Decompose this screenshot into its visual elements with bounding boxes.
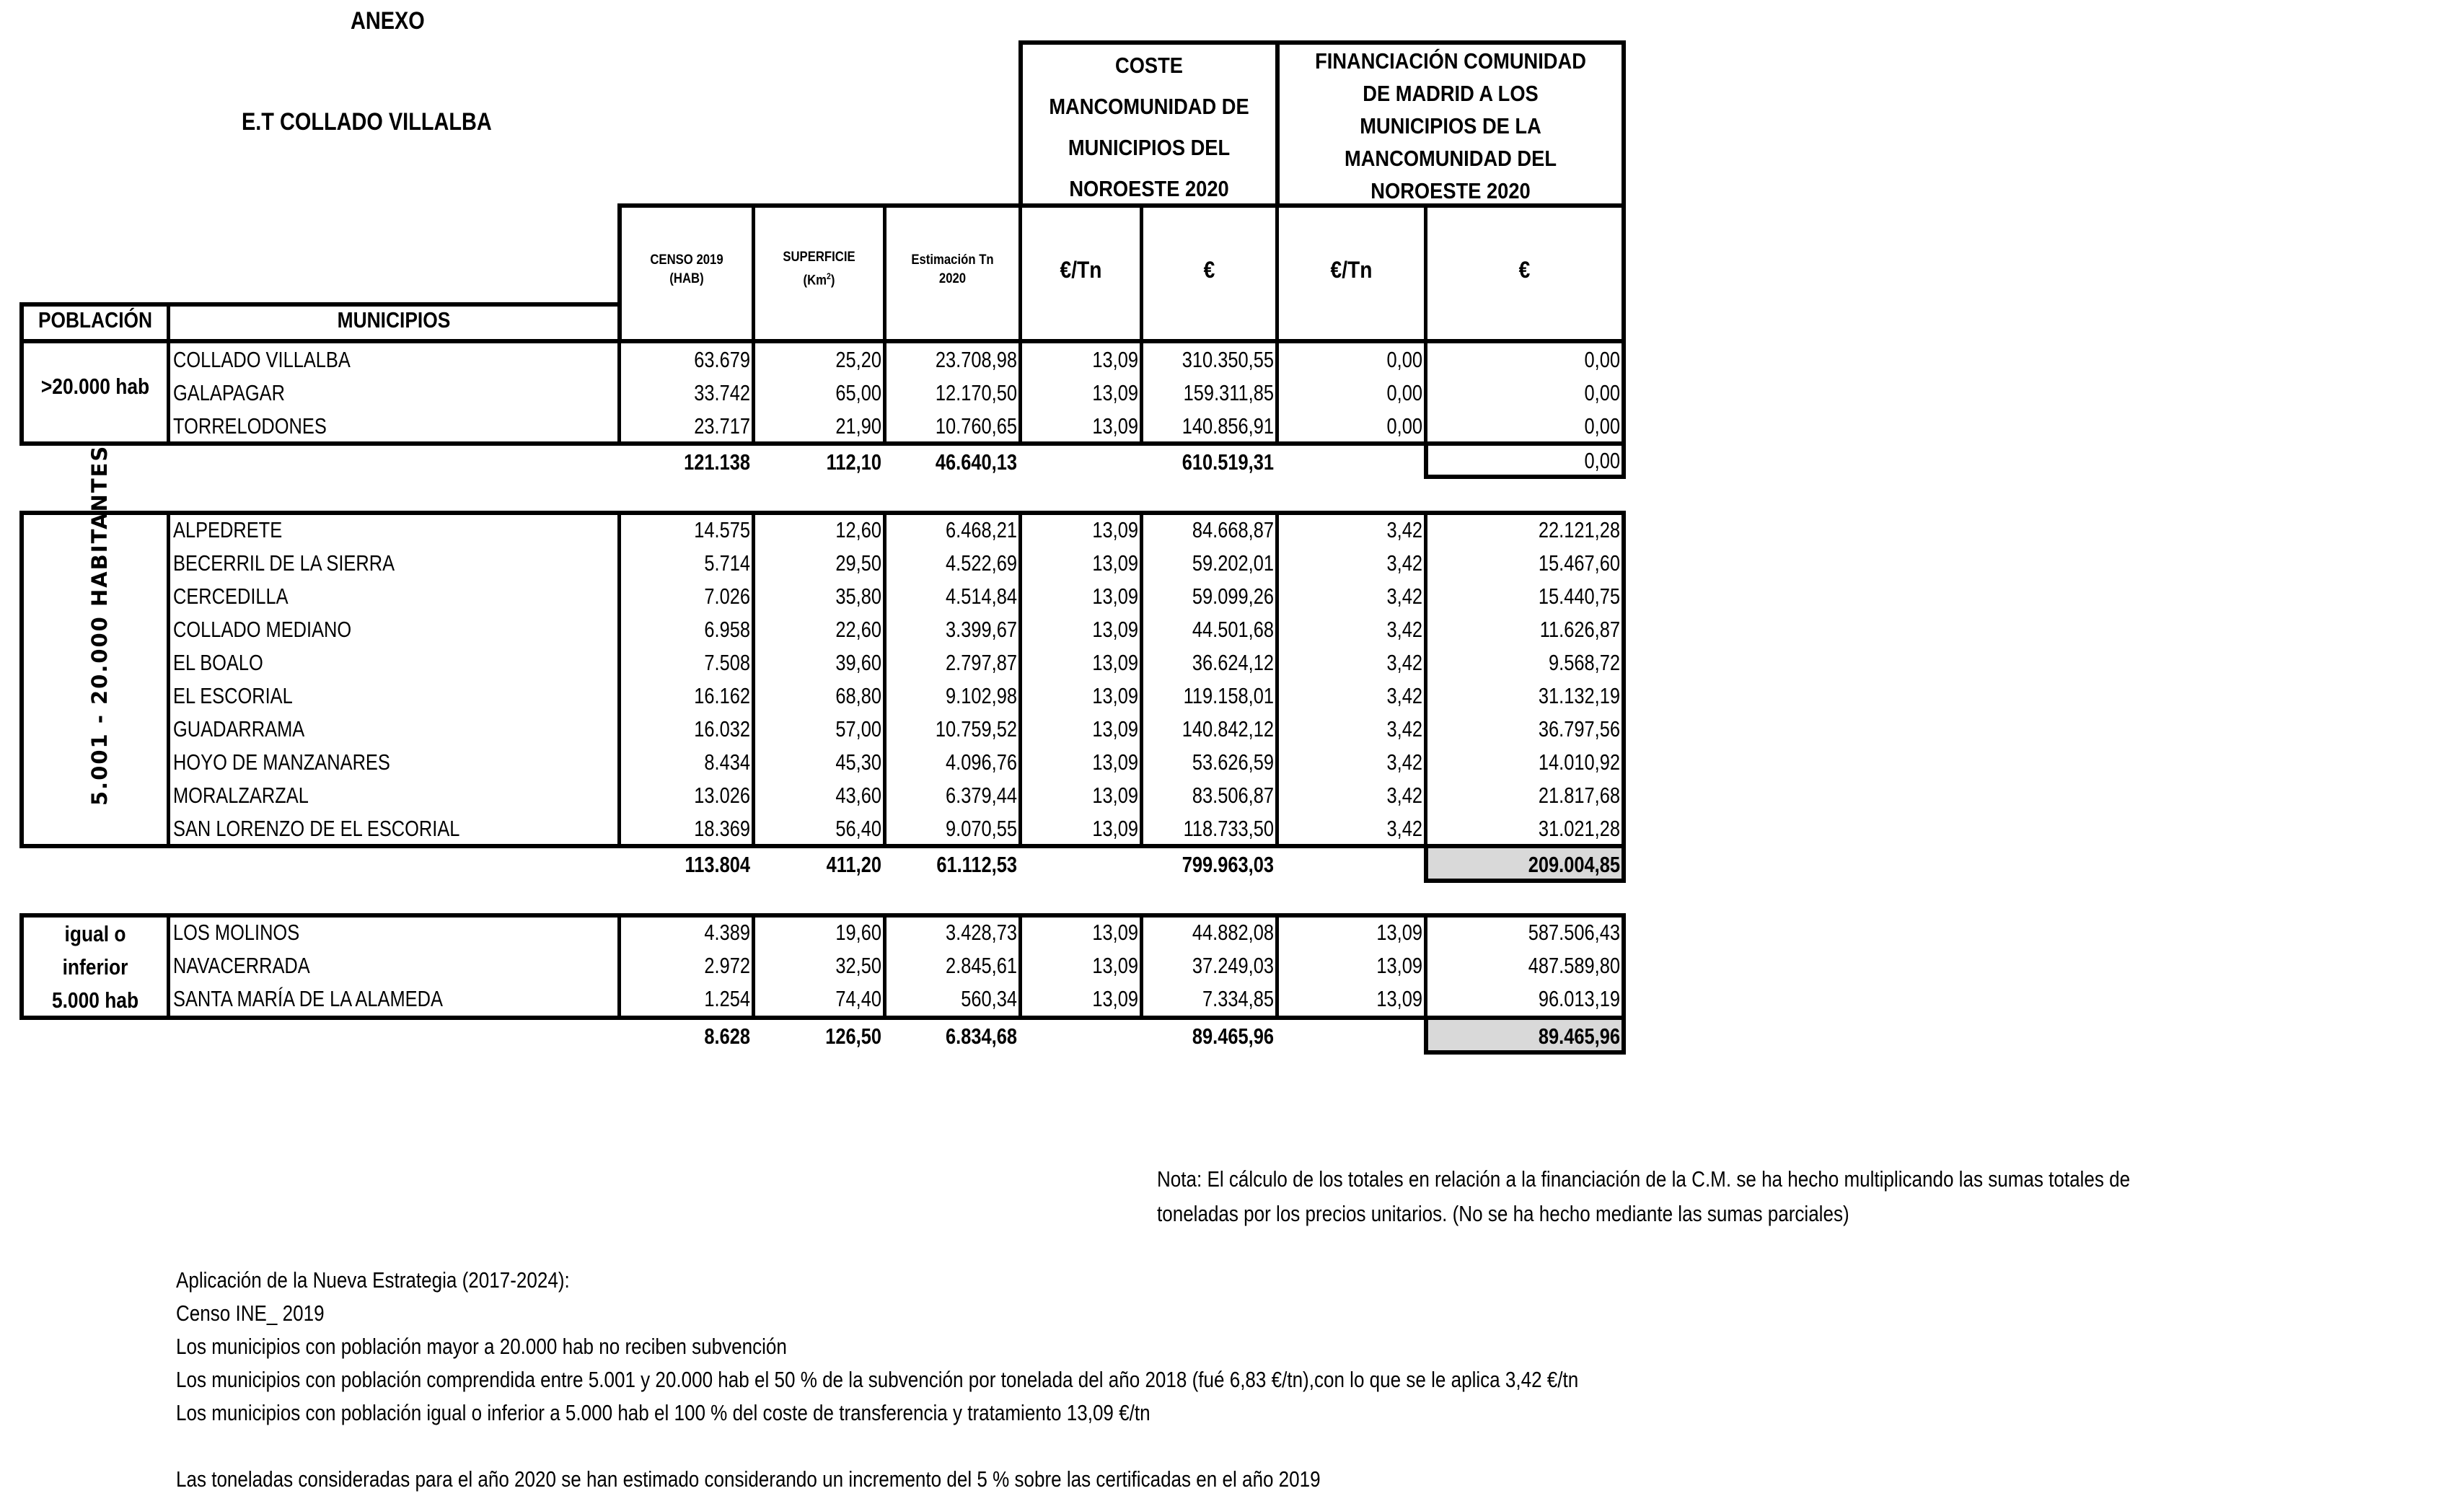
col-fin-eur: € bbox=[1518, 257, 1531, 283]
toneladas: 4.522,69 bbox=[946, 550, 1017, 576]
col-est-line2: 2020 bbox=[938, 271, 967, 286]
total-censo: 8.628 bbox=[704, 1024, 750, 1049]
toneladas: 12.170,50 bbox=[935, 380, 1017, 405]
total-coste-eur: 610.519,31 bbox=[1182, 449, 1274, 475]
superficie: 65,00 bbox=[835, 380, 881, 405]
censo: 7.026 bbox=[704, 584, 750, 609]
fin-eur: 487.589,80 bbox=[1528, 953, 1620, 978]
col-est-line1: Estimación Tn bbox=[911, 252, 994, 268]
municipio: HOYO DE MANZANARES bbox=[173, 749, 390, 775]
coste-eur: 119.158,01 bbox=[1183, 683, 1274, 708]
coste-eur-tn: 13,09 bbox=[1092, 749, 1138, 775]
fin-eur-tn: 3,42 bbox=[1386, 550, 1422, 576]
col-censo-line1: CENSO 2019 bbox=[650, 252, 723, 268]
censo: 1.254 bbox=[704, 986, 750, 1011]
superficie: 22,60 bbox=[835, 617, 881, 642]
fin-line-3: MUNICIPIOS DE LA bbox=[1360, 113, 1541, 138]
fin-eur: 587.506,43 bbox=[1528, 920, 1620, 945]
strategy-line-2: Censo INE_ 2019 bbox=[176, 1301, 325, 1326]
total-censo: 113.804 bbox=[685, 852, 750, 877]
coste-eur-tn: 13,09 bbox=[1092, 413, 1138, 439]
coste-eur-tn: 13,09 bbox=[1092, 816, 1138, 841]
fin-eur-tn: 13,09 bbox=[1376, 986, 1422, 1011]
coste-eur-tn: 13,09 bbox=[1092, 683, 1138, 708]
col-estimacion-header bbox=[894, 251, 1011, 289]
footer-note: Las toneladas consideradas para el año 2020 se han estimado considerando un incremento del 5 % sobre las certificadas en el año 2019 bbox=[176, 1466, 1321, 1492]
fin-eur: 22.121,28 bbox=[1538, 517, 1620, 542]
col-coste-eur-tn: €/Tn bbox=[1060, 257, 1102, 283]
censo: 4.389 bbox=[704, 920, 750, 945]
coste-eur: 53.626,59 bbox=[1192, 749, 1274, 775]
coste-line-4: NOROESTE 2020 bbox=[1069, 176, 1229, 201]
coste-eur-tn: 13,09 bbox=[1092, 986, 1138, 1011]
fin-eur: 15.440,75 bbox=[1538, 584, 1620, 609]
group-label-line1: igual o bbox=[64, 921, 126, 946]
total-superficie: 126,50 bbox=[825, 1024, 881, 1049]
col-superficie-header bbox=[763, 248, 876, 290]
coste-eur: 159.311,85 bbox=[1183, 380, 1274, 405]
coste-eur: 59.202,01 bbox=[1192, 550, 1274, 576]
fin-eur: 15.467,60 bbox=[1538, 550, 1620, 576]
group-label-5001-20000: 5.001 - 20.000 HABITANTES bbox=[87, 444, 112, 806]
superficie: 57,00 bbox=[835, 716, 881, 742]
note-line-1: Nota: El cálculo de los totales en relación a la financiación de la C.M. se ha hecho multiplicando las sumas totales de bbox=[1157, 1166, 2131, 1192]
toneladas: 6.468,21 bbox=[946, 517, 1017, 542]
col-fin-eur-tn: €/Tn bbox=[1330, 257, 1373, 283]
coste-eur: 37.249,03 bbox=[1192, 953, 1274, 978]
fin-eur: 31.132,19 bbox=[1538, 683, 1620, 708]
censo: 8.434 bbox=[704, 749, 750, 775]
municipio: COLLADO MEDIANO bbox=[173, 617, 352, 642]
coste-line-3: MUNICIPIOS DEL bbox=[1068, 135, 1231, 160]
total-censo: 121.138 bbox=[684, 449, 750, 475]
superficie: 56,40 bbox=[835, 816, 881, 841]
total-fin-eur: 209.004,85 bbox=[1528, 852, 1620, 877]
fin-eur-tn: 3,42 bbox=[1386, 617, 1422, 642]
total-superficie: 411,20 bbox=[826, 852, 881, 877]
coste-eur: 118.733,50 bbox=[1183, 816, 1274, 841]
strategy-line-1: Aplicación de la Nueva Estrategia (2017-2024): bbox=[176, 1267, 570, 1293]
fin-eur-tn: 3,42 bbox=[1386, 749, 1422, 775]
censo: 6.958 bbox=[704, 617, 750, 642]
fin-eur: 0,00 bbox=[1584, 413, 1620, 439]
annex-title: ANEXO bbox=[351, 7, 425, 35]
coste-eur: 44.501,68 bbox=[1192, 617, 1274, 642]
municipio: LOS MOLINOS bbox=[173, 920, 300, 945]
toneladas: 6.379,44 bbox=[946, 783, 1017, 808]
col-sup-line1: SUPERFICIE bbox=[783, 250, 855, 265]
superficie: 29,50 bbox=[835, 550, 881, 576]
coste-eur: 36.624,12 bbox=[1192, 650, 1274, 675]
total-superficie: 112,10 bbox=[826, 449, 881, 475]
total-fin-eur: 89.465,96 bbox=[1538, 1024, 1620, 1049]
group-label-line3: 5.000 hab bbox=[51, 987, 139, 1013]
coste-eur: 140.842,12 bbox=[1182, 716, 1274, 742]
fin-eur-tn: 13,09 bbox=[1376, 953, 1422, 978]
censo: 2.972 bbox=[704, 953, 750, 978]
censo: 7.508 bbox=[704, 650, 750, 675]
col-coste-eur: € bbox=[1203, 257, 1215, 283]
total-toneladas: 61.112,53 bbox=[936, 852, 1017, 877]
coste-eur: 310.350,55 bbox=[1182, 347, 1274, 372]
superficie: 39,60 bbox=[835, 650, 881, 675]
municipio: EL ESCORIAL bbox=[173, 683, 293, 708]
coste-eur: 84.668,87 bbox=[1192, 517, 1274, 542]
fin-eur-tn: 3,42 bbox=[1386, 683, 1422, 708]
fin-eur-tn: 13,09 bbox=[1376, 920, 1422, 945]
financiacion-group-header bbox=[1275, 40, 1626, 208]
strategy-line-4: Los municipios con población comprendida entre 5.001 y 20.000 hab el 50 % de la subvención por tonelada del año 2018 (fué 6,83 €/tn),con lo que se le aplica 3,42 €/tn bbox=[176, 1367, 1579, 1392]
fin-eur-tn: 3,42 bbox=[1386, 716, 1422, 742]
toneladas: 9.070,55 bbox=[946, 816, 1017, 841]
fin-line-1: FINANCIACIÓN COMUNIDAD bbox=[1315, 48, 1586, 74]
col-censo-header bbox=[630, 251, 744, 289]
toneladas: 4.514,84 bbox=[946, 584, 1017, 609]
coste-eur-tn: 13,09 bbox=[1092, 584, 1138, 609]
toneladas: 10.759,52 bbox=[935, 716, 1017, 742]
censo: 18.369 bbox=[694, 816, 750, 841]
municipio: SANTA MARÍA DE LA ALAMEDA bbox=[173, 986, 443, 1011]
col-censo-line2: (HAB) bbox=[669, 271, 704, 286]
fin-eur-tn: 0,00 bbox=[1386, 347, 1422, 372]
superficie: 12,60 bbox=[835, 517, 881, 542]
fin-line-5: NOROESTE 2020 bbox=[1370, 178, 1531, 203]
fin-eur-tn: 3,42 bbox=[1386, 783, 1422, 808]
superficie: 74,40 bbox=[835, 986, 881, 1011]
coste-eur: 59.099,26 bbox=[1192, 584, 1274, 609]
strategy-line-3: Los municipios con población mayor a 20.000 hab no reciben subvención bbox=[176, 1334, 787, 1359]
coste-eur: 44.882,08 bbox=[1192, 920, 1274, 945]
toneladas: 23.708,98 bbox=[935, 347, 1017, 372]
fin-eur: 14.010,92 bbox=[1538, 749, 1620, 775]
fin-eur-tn: 3,42 bbox=[1386, 584, 1422, 609]
fin-line-2: DE MADRID A LOS bbox=[1363, 81, 1539, 106]
toneladas: 2.845,61 bbox=[946, 953, 1017, 978]
municipio: ALPEDRETE bbox=[173, 517, 283, 542]
total-toneladas: 46.640,13 bbox=[935, 449, 1017, 475]
total-toneladas: 6.834,68 bbox=[946, 1024, 1017, 1049]
superficie: 45,30 bbox=[835, 749, 881, 775]
coste-eur-tn: 13,09 bbox=[1092, 783, 1138, 808]
censo: 33.742 bbox=[694, 380, 750, 405]
superficie: 21,90 bbox=[835, 413, 881, 439]
total-coste-eur: 89.465,96 bbox=[1192, 1024, 1274, 1049]
station-title: E.T COLLADO VILLALBA bbox=[242, 108, 492, 136]
group-label-over-20000: >20.000 hab bbox=[40, 374, 150, 399]
superficie: 19,60 bbox=[835, 920, 881, 945]
fin-line-4: MANCOMUNIDAD DEL bbox=[1344, 146, 1557, 171]
coste-eur-tn: 13,09 bbox=[1092, 517, 1138, 542]
municipio: BECERRIL DE LA SIERRA bbox=[173, 550, 395, 576]
fin-eur-tn: 3,42 bbox=[1386, 650, 1422, 675]
superficie: 32,50 bbox=[835, 953, 881, 978]
fin-eur: 0,00 bbox=[1584, 380, 1620, 405]
coste-line-1: COSTE bbox=[1115, 53, 1183, 78]
censo: 63.679 bbox=[694, 347, 750, 372]
col-sup-line2: (Km$^2$) bbox=[803, 271, 835, 289]
coste-eur-tn: 13,09 bbox=[1092, 953, 1138, 978]
fin-eur-tn: 0,00 bbox=[1386, 380, 1422, 405]
superficie: 68,80 bbox=[835, 683, 881, 708]
toneladas: 10.760,65 bbox=[935, 413, 1017, 439]
fin-eur: 21.817,68 bbox=[1538, 783, 1620, 808]
municipio: NAVACERRADA bbox=[173, 953, 310, 978]
total-coste-eur: 799.963,03 bbox=[1182, 852, 1274, 877]
coste-eur-tn: 13,09 bbox=[1092, 650, 1138, 675]
toneladas: 2.797,87 bbox=[946, 650, 1017, 675]
toneladas: 3.399,67 bbox=[946, 617, 1017, 642]
coste-eur-tn: 13,09 bbox=[1092, 920, 1138, 945]
censo: 23.717 bbox=[694, 413, 750, 439]
coste-eur-tn: 13,09 bbox=[1092, 380, 1138, 405]
coste-eur: 83.506,87 bbox=[1192, 783, 1274, 808]
coste-eur: 140.856,91 bbox=[1182, 413, 1274, 439]
fin-eur: 11.626,87 bbox=[1539, 617, 1620, 642]
toneladas: 9.102,98 bbox=[946, 683, 1017, 708]
fin-eur: 36.797,56 bbox=[1538, 716, 1620, 742]
municipio: MORALZARZAL bbox=[173, 783, 309, 808]
censo: 5.714 bbox=[704, 550, 750, 576]
superficie: 25,20 bbox=[835, 347, 881, 372]
group-label-line2: inferior bbox=[62, 954, 128, 980]
coste-eur-tn: 13,09 bbox=[1092, 550, 1138, 576]
col-poblacion: POBLACIÓN bbox=[38, 307, 153, 333]
coste-group-header bbox=[1018, 40, 1280, 208]
censo: 13.026 bbox=[694, 783, 750, 808]
municipio: GUADARRAMA bbox=[173, 716, 305, 742]
fin-eur: 9.568,72 bbox=[1549, 650, 1620, 675]
municipio: TORRELODONES bbox=[173, 413, 327, 439]
fin-eur: 96.013,19 bbox=[1538, 986, 1620, 1011]
col-municipios: MUNICIPIOS bbox=[337, 307, 451, 333]
strategy-line-5: Los municipios con población igual o inferior a 5.000 hab el 100 % del coste de transferencia y tratamiento 13,09 €/tn bbox=[176, 1400, 1150, 1425]
toneladas: 4.096,76 bbox=[946, 749, 1017, 775]
fin-eur-tn: 0,00 bbox=[1386, 413, 1422, 439]
municipio: COLLADO VILLALBA bbox=[173, 347, 351, 372]
coste-eur-tn: 13,09 bbox=[1092, 716, 1138, 742]
coste-eur-tn: 13,09 bbox=[1092, 347, 1138, 372]
municipio: GALAPAGAR bbox=[173, 380, 285, 405]
note-line-2: toneladas por los precios unitarios. (No se ha hecho mediante las sumas parciales) bbox=[1157, 1201, 1849, 1226]
toneladas: 560,34 bbox=[961, 986, 1017, 1011]
fin-eur-tn: 3,42 bbox=[1386, 816, 1422, 841]
coste-line-2: MANCOMUNIDAD DE bbox=[1049, 94, 1249, 119]
toneladas: 3.428,73 bbox=[946, 920, 1017, 945]
censo: 16.162 bbox=[694, 683, 750, 708]
municipio: EL BOALO bbox=[173, 650, 263, 675]
superficie: 35,80 bbox=[835, 584, 881, 609]
municipio: SAN LORENZO DE EL ESCORIAL bbox=[173, 816, 460, 841]
censo: 14.575 bbox=[694, 517, 750, 542]
fin-eur-tn: 3,42 bbox=[1386, 517, 1422, 542]
censo: 16.032 bbox=[694, 716, 750, 742]
coste-eur: 7.334,85 bbox=[1202, 986, 1274, 1011]
fin-eur: 0,00 bbox=[1584, 347, 1620, 372]
superficie: 43,60 bbox=[835, 783, 881, 808]
group-label-under-5000 bbox=[24, 918, 167, 1017]
municipio: CERCEDILLA bbox=[173, 584, 289, 609]
fin-eur: 31.021,28 bbox=[1538, 816, 1620, 841]
coste-eur-tn: 13,09 bbox=[1092, 617, 1138, 642]
total-fin-eur: 0,00 bbox=[1584, 448, 1620, 473]
